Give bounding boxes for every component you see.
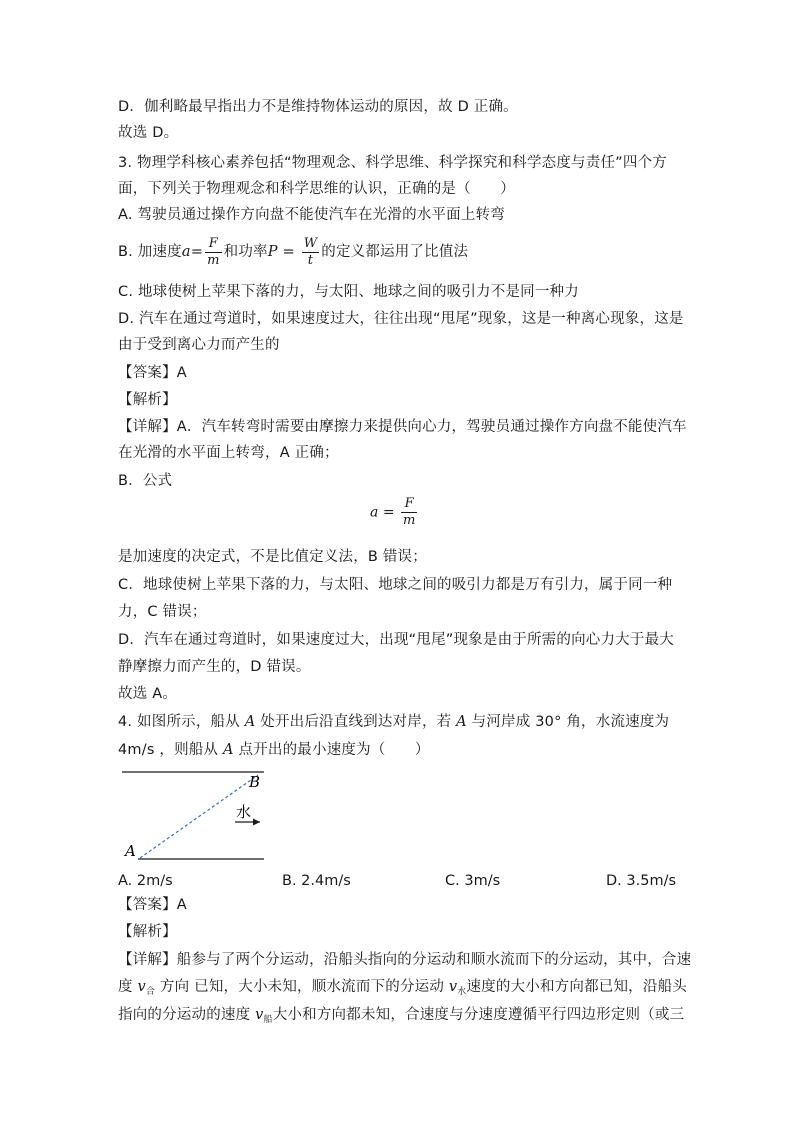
- label-a: A: [125, 842, 136, 860]
- detail-3: D．汽车在通过弯道时，如果速度过大，出现“甩尾”现象是由于所需的向心力大于最大: [118, 632, 674, 648]
- option-3b-prefix: B. 加速度: [118, 244, 182, 260]
- detail-3: B．公式: [118, 473, 173, 489]
- option-4c: C. 3m/s: [445, 873, 501, 889]
- water-flow-arrow-head: [253, 819, 260, 826]
- option-3a: A. 驾驶员通过操作方向盘不能使汽车在光滑的水平面上转弯: [118, 207, 505, 223]
- numerator: F: [205, 236, 222, 253]
- denominator: m: [403, 513, 416, 528]
- denominator: t: [307, 252, 314, 268]
- denominator: m: [207, 252, 220, 268]
- math-a: a: [370, 504, 379, 521]
- question-3-stem: 3. 物理学科核心素养包括“物理观念、科学思维、科学探究和科学态度与责任”四个方: [118, 155, 667, 171]
- detail-4: [118, 1005, 684, 1030]
- text-span: 点开出的最小速度为（ ）: [233, 742, 430, 758]
- math-eq: =: [190, 244, 204, 260]
- text-span: 大小和方向都未知，合速度与分速度遵循平行四边形定则（或三: [272, 1007, 685, 1023]
- analysis-heading-3: 【解析】: [118, 392, 177, 408]
- fraction-w-over-t: [302, 236, 320, 269]
- answer-4: 【答案】A: [118, 897, 187, 913]
- option-4b: B. 2.4m/s: [282, 873, 351, 889]
- v-symbol: v: [448, 979, 458, 995]
- text-span: 指向的分运动的速度: [118, 1007, 256, 1023]
- math-eq: =: [382, 504, 395, 521]
- subscript-shui: 水: [457, 987, 467, 997]
- subscript-chuan: 船: [263, 1015, 273, 1025]
- point-a: A: [223, 742, 234, 758]
- detail-3: 【详解】A．汽车转弯时需要由摩擦力来提供向心力，驾驶员通过操作方向盘不能使汽车: [118, 419, 687, 435]
- fraction-f-over-m: [401, 496, 417, 529]
- detail-3: 力，C 错误；: [118, 604, 207, 620]
- v-symbol: v: [137, 979, 146, 995]
- text-line: D．伽利略最早指出力不是维持物体运动的原因，故 D 正确。: [118, 99, 518, 115]
- text-span: 度: [118, 979, 138, 995]
- detail-4: [118, 977, 687, 1002]
- point-a: A: [456, 714, 467, 730]
- fraction-f-over-m: [205, 236, 222, 269]
- text-span: 速度的大小和方向都已知，沿船头: [466, 979, 687, 995]
- text-span: 方向 已知，大小未知，顺水流而下的分运动: [155, 979, 449, 995]
- detail-3: 静摩擦力而产生的，D 错误。: [118, 659, 311, 675]
- math-eq: =: [282, 244, 295, 260]
- text-span: 与河岸成 30° 角，水流速度为: [466, 714, 670, 730]
- option-3b-suffix: 的定义都运用了比值法: [321, 244, 469, 260]
- option-3c: C. 地球使树上苹果下落的力，与太阳、地球之间的吸引力不是同一种力: [118, 284, 579, 300]
- text-span: 4m/s ，则船从: [118, 742, 224, 758]
- option-4a: A. 2m/s: [118, 873, 173, 889]
- detail-4: 【详解】船参与了两个分运动，沿船头指向的分运动和顺水流而下的分运动，其中，合速: [118, 952, 692, 968]
- detail-3: 故选 A。: [118, 686, 178, 702]
- formula-a-equals-f-over-m: [370, 496, 419, 529]
- question-4-stem: [118, 740, 430, 760]
- v-symbol: v: [255, 1007, 264, 1023]
- text-line: 故选 D。: [118, 125, 179, 141]
- numerator: F: [401, 496, 417, 513]
- option-3d: 由于受到离心力而产生的: [118, 337, 280, 353]
- point-a: A: [244, 714, 256, 730]
- label-water: 水: [236, 803, 252, 821]
- math-a: a: [181, 244, 191, 260]
- option-4d: D. 3.5m/s: [606, 873, 677, 889]
- subscript-he: 合: [145, 987, 156, 997]
- math-p: P: [267, 244, 278, 260]
- text-span: 4. 如图所示，船从: [118, 714, 245, 730]
- option-3b: [118, 232, 468, 272]
- detail-3: 在光滑的水平面上转弯，A 正确；: [118, 445, 339, 461]
- analysis-heading-4: 【解析】: [118, 924, 177, 940]
- answer-3: 【答案】A: [118, 365, 187, 381]
- text-span: 处开出后沿直线到达对岸，若: [255, 714, 457, 730]
- detail-3: C．地球使树上苹果下落的力，与太阳、地球之间的吸引力都是万有引力，属于同一种: [118, 577, 673, 593]
- river-diagram: [118, 764, 278, 864]
- label-b: B: [249, 773, 261, 791]
- question-4-stem: [118, 712, 669, 732]
- question-3-stem: 面，下列关于物理观念和科学思维的认识，正确的是（ ）: [118, 181, 515, 197]
- numerator: W: [303, 235, 318, 251]
- option-3d: D. 汽车在通过弯道时，如果速度过大，往往出现“甩尾”现象，这是一种离心现象，这是: [118, 311, 684, 327]
- detail-3: 是加速度的决定式，不是比值定义法，B 错误；: [118, 549, 427, 565]
- option-3b-mid: 和功率: [223, 244, 268, 260]
